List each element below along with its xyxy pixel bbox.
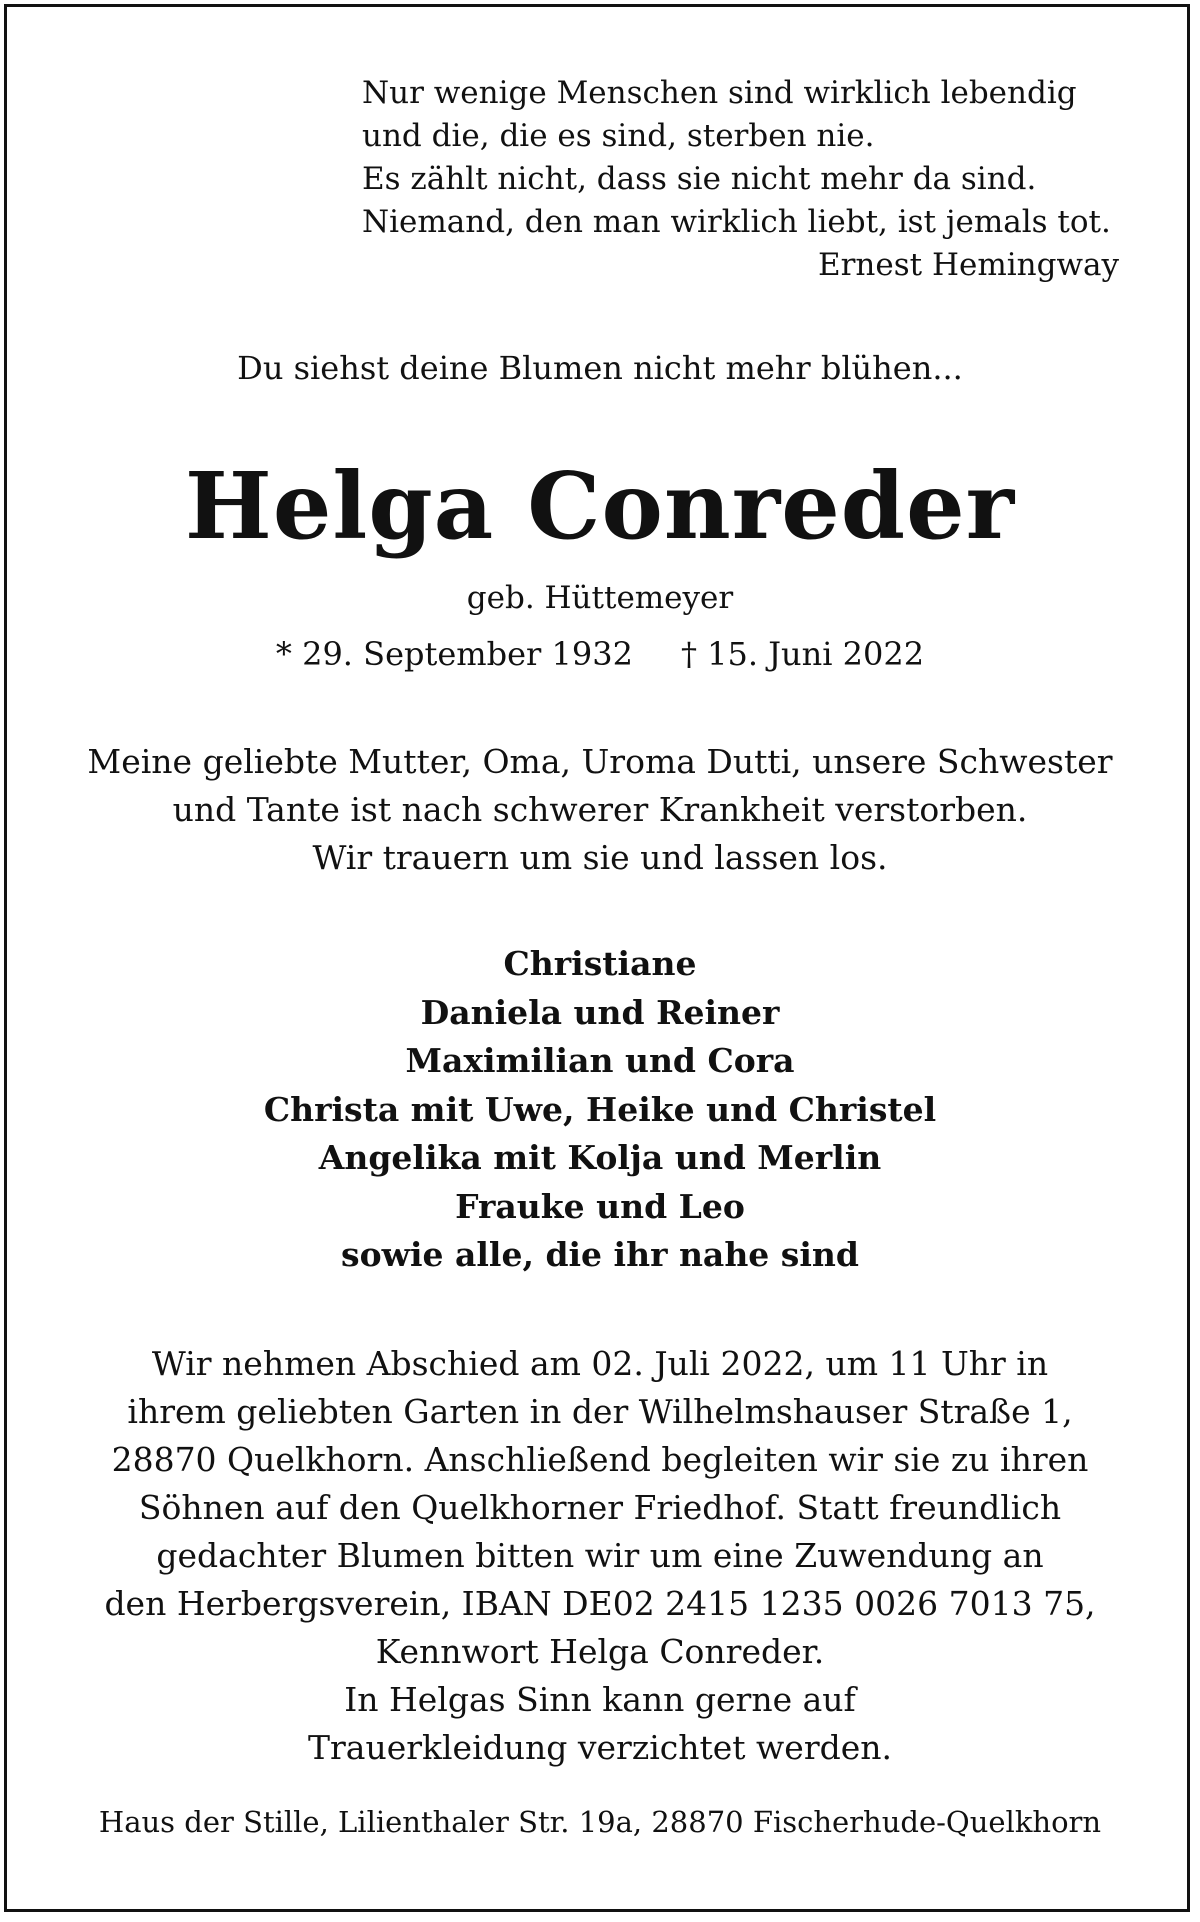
farewell-line: ihrem geliebten Garten in der Wilhelmshauser Straße 1, [127, 1392, 1073, 1431]
funeral-home-address: Haus der Stille, Lilienthaler Str. 19a, 28870 Fischerhude-Quelkhorn [98, 1805, 1102, 1839]
farewell-line: Söhnen auf den Quelkhorner Friedhof. Statt freundlich [138, 1488, 1062, 1527]
life-dates [0, 632, 1200, 676]
quote-block [362, 72, 1122, 287]
mourner-entry: Daniela und Reiner [420, 992, 780, 1032]
farewell-line: Wir nehmen Abschied am 02. Juli 2022, um 11 Uhr in [151, 1344, 1049, 1383]
birth-name: geb. Hüttemeyer [466, 580, 734, 616]
farewell-line: In Helgas Sinn kann gerne auf [344, 1680, 856, 1719]
quote-line: und die, die es sind, sterben nie. [362, 118, 875, 154]
message-line: und Tante ist nach schwerer Krankheit verstorben. [172, 790, 1028, 829]
quote-line: Nur wenige Menschen sind wirklich lebendig [362, 75, 1077, 111]
mourner-entry: Frauke und Leo [455, 1186, 745, 1226]
farewell-line: den Herbergsverein, IBAN DE02 2415 1235 0026 7013 75, [104, 1584, 1096, 1623]
birth-date: * 29. September 1932 [275, 635, 633, 673]
message-line: Wir trauern um sie und lassen los. [312, 838, 888, 877]
farewell-details [0, 1340, 1200, 1772]
quote-line: Niemand, den man wirklich liebt, ist jemals tot. [362, 204, 1111, 240]
death-date: † 15. Juni 2022 [680, 635, 925, 673]
quote-author: Ernest Hemingway [817, 247, 1119, 283]
farewell-line: Trauerkleidung verzichtet werden. [307, 1728, 892, 1767]
farewell-line: gedachter Blumen bitten wir um eine Zuwendung an [156, 1536, 1044, 1575]
mourner-entry: Angelika mit Kolja und Merlin [318, 1138, 882, 1177]
farewell-line: 28870 Quelkhorn. Anschließend begleiten wir sie zu ihren [111, 1440, 1089, 1479]
mourner-entry: Christiane [503, 944, 697, 983]
mourners-list [0, 940, 1200, 1280]
deceased-name: Helga Conreder [184, 452, 1016, 560]
quote-line: Es zählt nicht, dass sie nicht mehr da sind. [362, 161, 1037, 197]
message-line: Meine geliebte Mutter, Oma, Uroma Dutti, unsere Schwester [87, 742, 1113, 781]
mourner-entry: sowie alle, die ihr nahe sind [341, 1235, 859, 1274]
mourner-entry: Maximilian und Cora [405, 1041, 795, 1080]
farewell-line: Kennwort Helga Conreder. [375, 1632, 825, 1671]
mourner-entry: Christa mit Uwe, Heike und Christel [263, 1089, 937, 1129]
mourning-message [0, 738, 1200, 882]
motto: Du siehst deine Blumen nicht mehr blühen... [237, 349, 963, 387]
